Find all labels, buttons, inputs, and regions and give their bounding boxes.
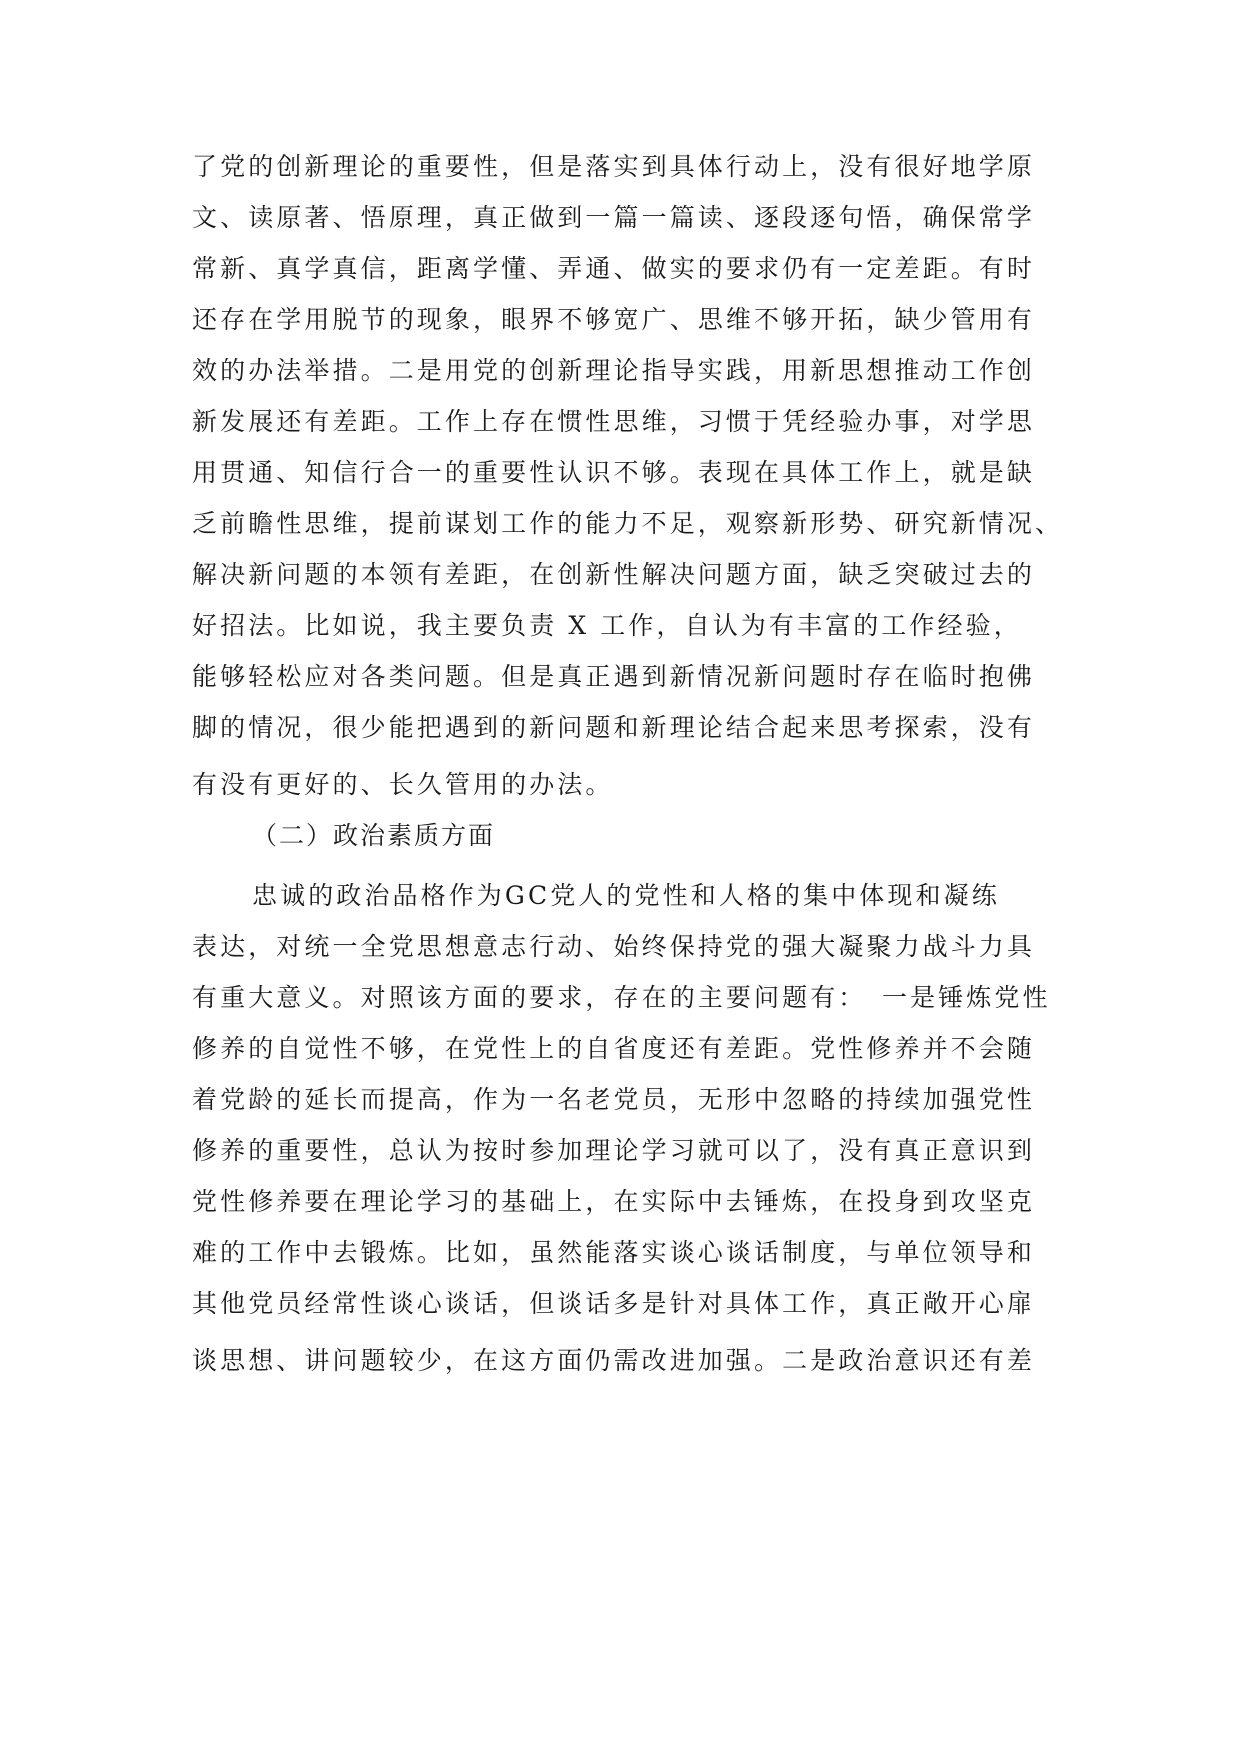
text-line: 新发展还有差距。工作上存在惯性思维，习惯于凭经验办事，对学思 bbox=[192, 407, 1036, 436]
text-line: 能够轻松应对各类问题。但是真正遇到新情况新问题时存在临时抱佛 bbox=[192, 662, 1036, 691]
text-line: 常新、真学真信，距离学懂、弄通、做实的要求仍有一定差距。有时 bbox=[192, 254, 1036, 283]
text-line: 有重大意义。对照该方面的要求，存在的主要问题有： 一是锤炼党性 bbox=[192, 983, 1051, 1012]
text-line: 忠诚的政治品格作为GC党人的党性和人格的集中体现和凝练 bbox=[252, 881, 1000, 910]
text-line: 解决新问题的本领有差距，在创新性解决问题方面，缺乏突破过去的 bbox=[192, 560, 1036, 589]
text-line: 难的工作中去锻炼。比如，虽然能落实谈心谈话制度，与单位领导和 bbox=[192, 1238, 1036, 1267]
text-line: 还存在学用脱节的现象，眼界不够宽广、思维不够开拓，缺少管用有 bbox=[192, 305, 1036, 334]
text-line: 修养的自觉性不够，在党性上的自省度还有差距。党性修养并不会随 bbox=[192, 1034, 1036, 1063]
text-line: 表达，对统一全党思想意志行动、始终保持党的强大凝聚力战斗力具 bbox=[192, 932, 1036, 961]
text-line: 好招法。比如说，我主要负责 X 工作，自认为有丰富的工作经验， bbox=[192, 611, 1022, 640]
text-line: 用贯通、知信行合一的重要性认识不够。表现在具体工作上，就是缺 bbox=[192, 458, 1036, 487]
text-line: 效的办法举措。二是用党的创新理论指导实践，用新思想推动工作创 bbox=[192, 356, 1036, 385]
text-line: 有没有更好的、长久管用的办法。 bbox=[192, 770, 614, 799]
text-line: 修养的重要性，总认为按时参加理论学习就可以了，没有真正意识到 bbox=[192, 1136, 1036, 1165]
text-line: 乏前瞻性思维，提前谋划工作的能力不足，观察新形势、研究新情况、 bbox=[192, 509, 1064, 538]
text-line: 其他党员经常性谈心谈话，但谈话多是针对具体工作，真正敞开心扉 bbox=[192, 1289, 1036, 1318]
text-line: 了党的创新理论的重要性，但是落实到具体行动上，没有很好地学原 bbox=[192, 152, 1036, 181]
text-line: 着党龄的延长而提高，作为一名老党员，无形中忽略的持续加强党性 bbox=[192, 1085, 1036, 1114]
text-line: 脚的情况，很少能把遇到的新问题和新理论结合起来思考探索，没有 bbox=[192, 713, 1036, 742]
text-line: 文、读原著、悟原理，真正做到一篇一篇读、逐段逐句悟，确保常学 bbox=[192, 203, 1036, 232]
text-line: 谈思想、讲问题较少，在这方面仍需改进加强。二是政治意识还有差 bbox=[192, 1346, 1036, 1375]
section-heading: （二）政治素质方面 bbox=[252, 821, 496, 850]
text-line: 党性修养要在理论学习的基础上，在实际中去锤炼，在投身到攻坚克 bbox=[192, 1187, 1036, 1216]
